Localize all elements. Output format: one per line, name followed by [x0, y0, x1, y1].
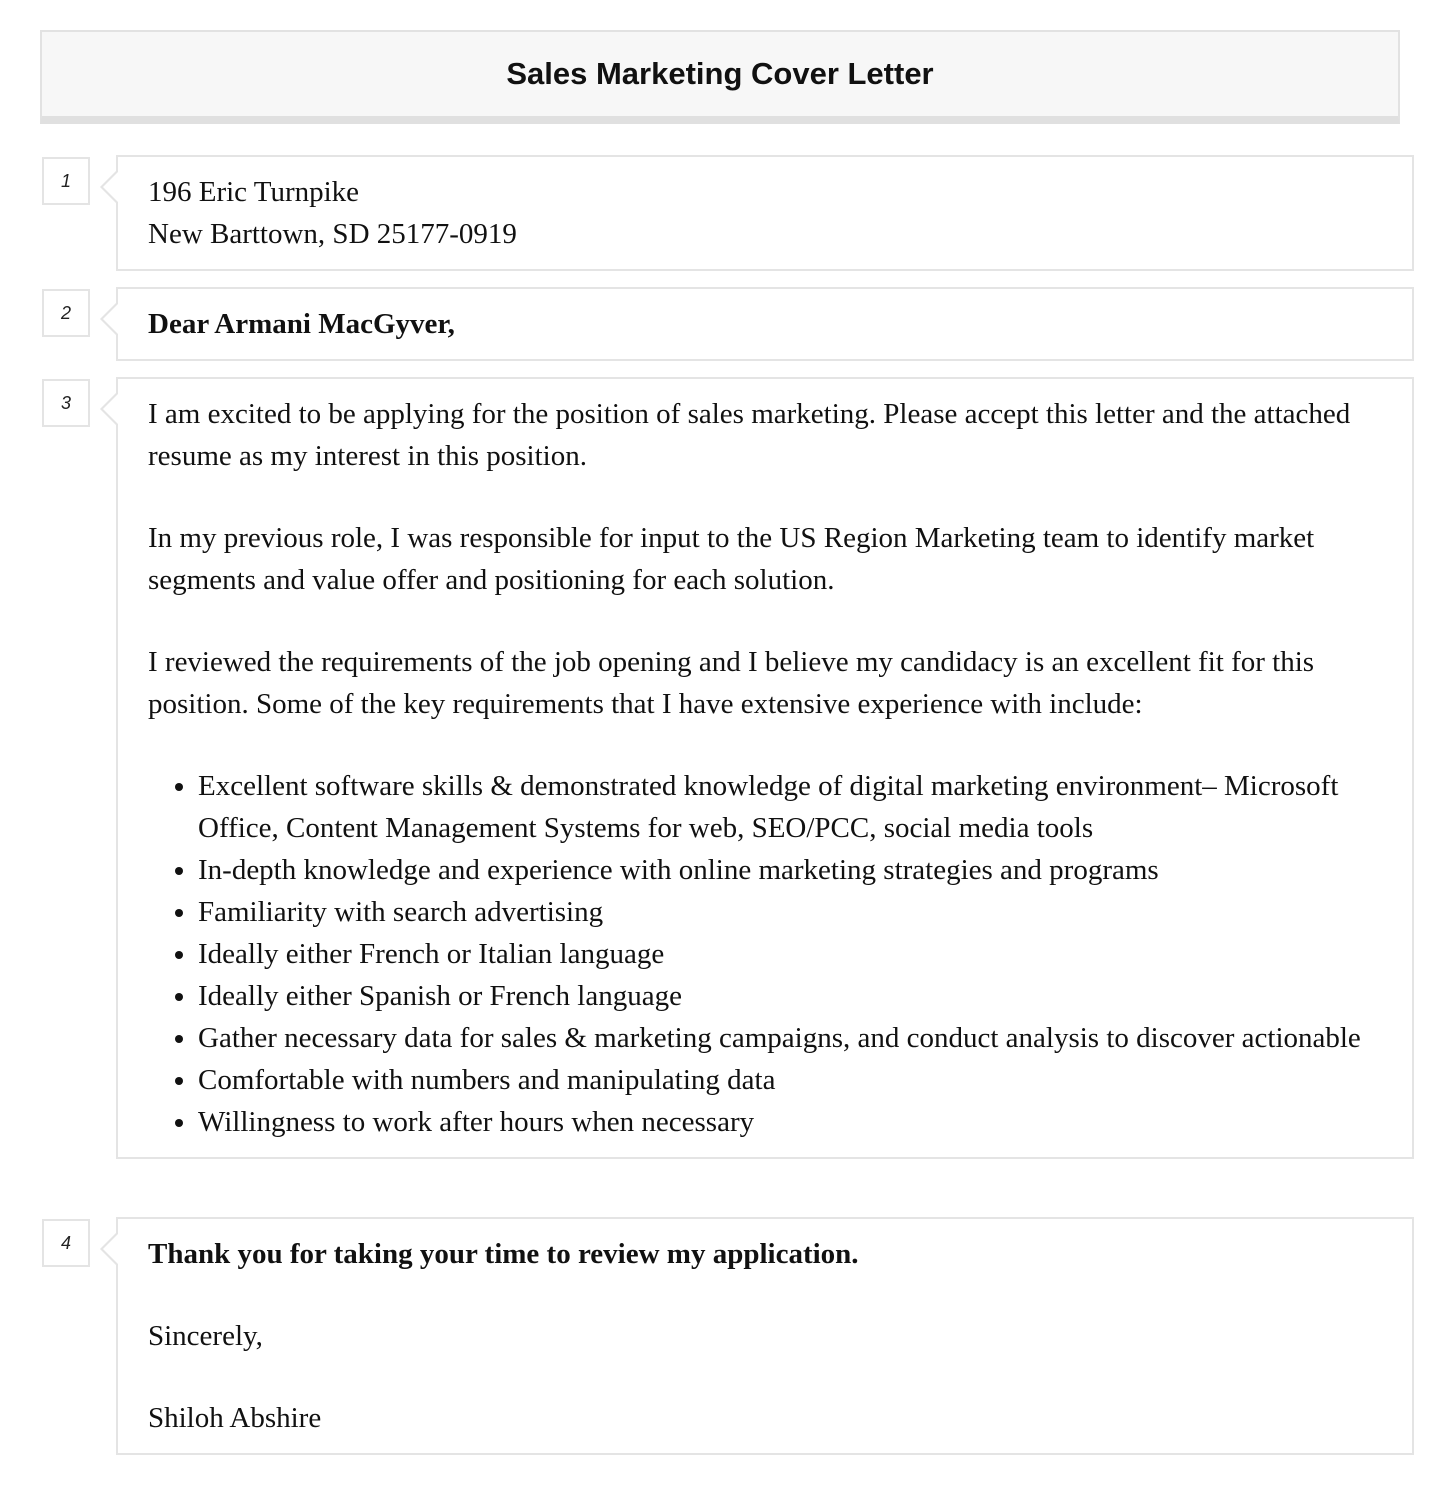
- section-number: 1: [42, 157, 90, 205]
- section-number: 2: [42, 289, 90, 337]
- list-item: • In-depth knowledge and experience with online marketing strategies and programs: [198, 849, 1398, 891]
- list-item: • Ideally either French or Italian language: [198, 933, 1398, 975]
- signature: Shiloh Abshire: [148, 1402, 322, 1434]
- requirements-list: [148, 765, 1398, 1143]
- list-item: • Willingness to work after hours when necessary: [198, 1101, 1398, 1143]
- closing-card: [116, 1217, 1414, 1455]
- page-title: Sales Marketing Cover Letter: [506, 56, 934, 91]
- list-item: • Comfortable with numbers and manipulating data: [198, 1059, 1398, 1101]
- body-paragraph-2: In my previous role, I was responsible for input to the US Region Marketing team to identify market segments and value offer and positioning for each solution.: [148, 522, 1315, 596]
- address-line-1: 196 Eric Turnpike: [148, 176, 360, 208]
- list-item: • Excellent software skills & demonstrated knowledge of digital marketing environment– Microsoft Office, Content Management Systems for web, SEO/PCC, social media tools: [198, 765, 1398, 849]
- title-bar: [40, 30, 1400, 124]
- body-paragraph-3: I reviewed the requirements of the job opening and I believe my candidacy is an excellent fit for this position. Some of the key requirements that I have extensive experience with include:: [148, 646, 1315, 720]
- list-item: • Familiarity with search advertising: [198, 891, 1398, 933]
- address-card: [116, 155, 1414, 271]
- thanks-line: Thank you for taking your time to review my application.: [148, 1238, 859, 1270]
- body-paragraph-1: I am excited to be applying for the position of sales marketing. Please accept this letter and the attached resume as my interest in this position.: [148, 398, 1351, 472]
- section-number: 3: [42, 379, 90, 427]
- salutation: Dear Armani MacGyver,: [148, 308, 455, 340]
- address-line-2: New Barttown, SD 25177-0919: [148, 218, 517, 250]
- salutation-card: [116, 287, 1414, 361]
- list-item: • Gather necessary data for sales & marketing campaigns, and conduct analysis to discover actionable: [198, 1017, 1398, 1059]
- closing-line: Sincerely,: [148, 1320, 263, 1352]
- body-card: [116, 377, 1414, 1159]
- section-number: 4: [42, 1219, 90, 1267]
- list-item: • Ideally either Spanish or French language: [198, 975, 1398, 1017]
